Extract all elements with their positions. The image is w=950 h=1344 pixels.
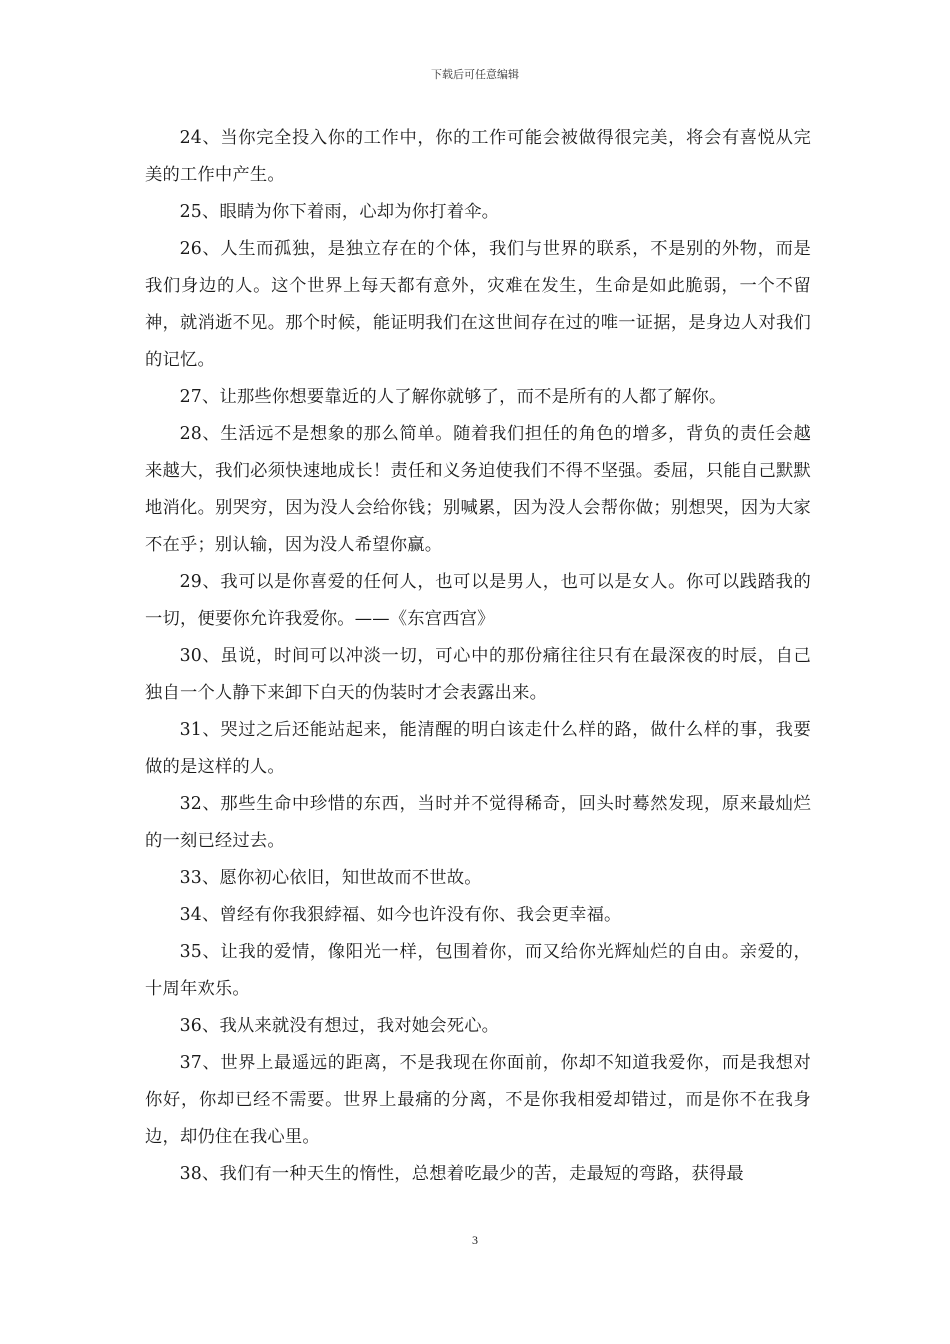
paragraph-32: 32、那些生命中珍惜的东西，当时并不觉得稀奇，回头时蓦然发现，原来最灿烂的一刻已经过去。 xyxy=(145,794,811,851)
paragraph-25: 25、眼睛为你下着雨，心却为你打着伞。 xyxy=(179,202,500,222)
paragraph-31: 31、哭过之后还能站起来，能清醒的明白该走什么样的路，做什么样的事，我要做的是这样的人。 xyxy=(145,720,811,777)
paragraph-33: 33、愿你初心依旧，知世故而不世故。 xyxy=(179,868,482,888)
page-number: 3 xyxy=(472,1233,478,1247)
paragraph-26: 26、人生而孤独，是独立存在的个体，我们与世界的联系，不是别的外物，而是我们身边的人。这个世界上每天都有意外，灾难在发生，生命是如此脆弱，一个不留神，就消逝不见。那个时候，能证明我们在这世间存在过的唯一证据，是身边人对我们的记忆。 xyxy=(145,239,811,370)
paragraph-27: 27、让那些你想要靠近的人了解你就够了，而不是所有的人都了解你。 xyxy=(179,387,727,407)
paragraph-36: 36、我从来就没有想过，我对她会死心。 xyxy=(179,1016,500,1036)
paragraph-29: 29、我可以是你喜爱的任何人，也可以是男人，也可以是女人。你可以践踏我的一切，便要你允许我爱你。——《东宫西宫》 xyxy=(145,572,811,629)
document-body xyxy=(145,120,811,1193)
paragraph-35: 35、让我的爱情，像阳光一样，包围着你，而又给你光辉灿烂的自由。亲爱的，十周年欢乐。 xyxy=(145,942,811,999)
paragraph-24: 24、当你完全投入你的工作中，你的工作可能会被做得很完美，将会有喜悦从完美的工作中产生。 xyxy=(145,128,811,185)
paragraph-34: 34、曾经有你我狠綍福、如今也许没有你、我会更幸福。 xyxy=(179,905,622,925)
page-header: 下载后可任意编辑 xyxy=(431,68,519,81)
paragraph-37: 37、世界上最遥远的距离，不是我现在你面前，你却不知道我爱你，而是我想对你好，你却已经不需要。世界上最痛的分离，不是你我相爱却错过，而是你不在我身边，却仍住在我心里。 xyxy=(145,1053,811,1147)
paragraph-30: 30、虽说，时间可以冲淡一切，可心中的那份痛往往只有在最深夜的时辰，自己独自一个人静下来卸下白天的伪装时才会表露出来。 xyxy=(145,646,811,703)
paragraph-28: 28、生活远不是想象的那么简单。随着我们担任的角色的增多，背负的责任会越来越大，我们必须快速地成长！责任和义务迫使我们不得不坚强。委屈，只能自己默默地消化。别哭穷，因为没人会给你钱；别喊累，因为没人会帮你做；别想哭，因为大家不在乎；别认输，因为没人希望你赢。 xyxy=(145,424,811,555)
paragraph-38: 38、我们有一种天生的惰性，总想着吃最少的苦，走最短的弯路，获得最 xyxy=(179,1164,744,1184)
